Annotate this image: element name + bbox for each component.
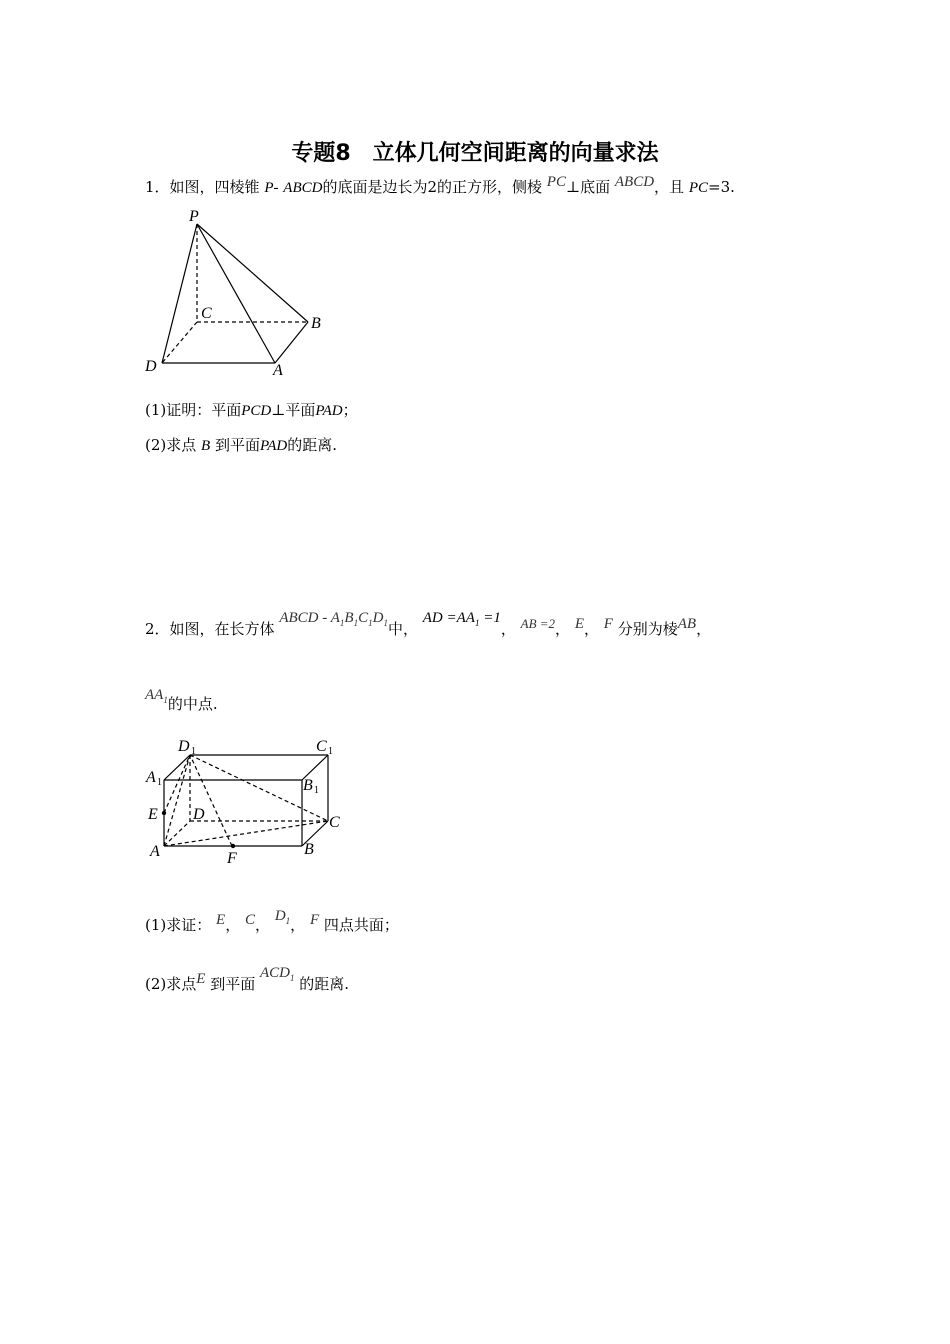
- svg-text:1: 1: [328, 746, 333, 757]
- label-D: D: [145, 358, 157, 375]
- edge-AB: [275, 322, 308, 363]
- point-E: [162, 811, 166, 815]
- q2-part1: (1)求证： E， C， $D_1$， F 四点共面；: [145, 908, 399, 934]
- q1-statement: 1．如图，四棱锥 P- ABCD的底面是边长为2的正方形，侧棱 PC⊥底面 ABCD，且 PC=3.: [145, 174, 735, 196]
- svg-text:1: 1: [191, 746, 196, 757]
- svg-text:C: C: [316, 738, 327, 755]
- label-A: A: [273, 362, 283, 379]
- q1-part1: (1)证明：平面PCD⊥平面PAD；: [145, 401, 358, 419]
- q2-statement: 2．如图，在长方体 ABCD - $A_1B_1C_1D_1$中， AD $=AA_1 =1$， AB =2， E， F 分别为棱AB，: [145, 610, 712, 638]
- svg-text:B: B: [303, 777, 313, 794]
- label-B: B: [311, 315, 321, 332]
- edge-PB: [197, 224, 308, 322]
- svg-text:F: F: [227, 850, 237, 867]
- svg-text:1: 1: [314, 785, 319, 796]
- svg-text:B: B: [304, 841, 314, 858]
- q2-part2: (2)求点E 到平面 $ACD_1$ 的距离.: [145, 965, 350, 993]
- svg-text:D: D: [178, 738, 190, 755]
- svg-text:1: 1: [157, 777, 162, 788]
- q1-part2: (2)求点 B 到平面PAD的距离.: [145, 436, 338, 454]
- svg-text:A: A: [150, 843, 160, 860]
- label-P: P: [189, 208, 199, 225]
- q2-cuboid-figure: [140, 735, 360, 870]
- q2-statement-cont: $AA_1$的中点.: [145, 687, 218, 713]
- label-C: C: [201, 305, 212, 322]
- point-F: [231, 844, 235, 848]
- edge-PD: [162, 224, 197, 363]
- svg-text:A: A: [146, 769, 156, 786]
- edge-PA: [197, 224, 275, 363]
- svg-text:D: D: [193, 806, 205, 823]
- svg-text:E: E: [148, 806, 158, 823]
- page-title: 专题8 立体几何空间距离的向量求法: [291, 141, 659, 166]
- svg-text:C: C: [329, 814, 340, 831]
- q1-pyramid-figure: [140, 205, 340, 380]
